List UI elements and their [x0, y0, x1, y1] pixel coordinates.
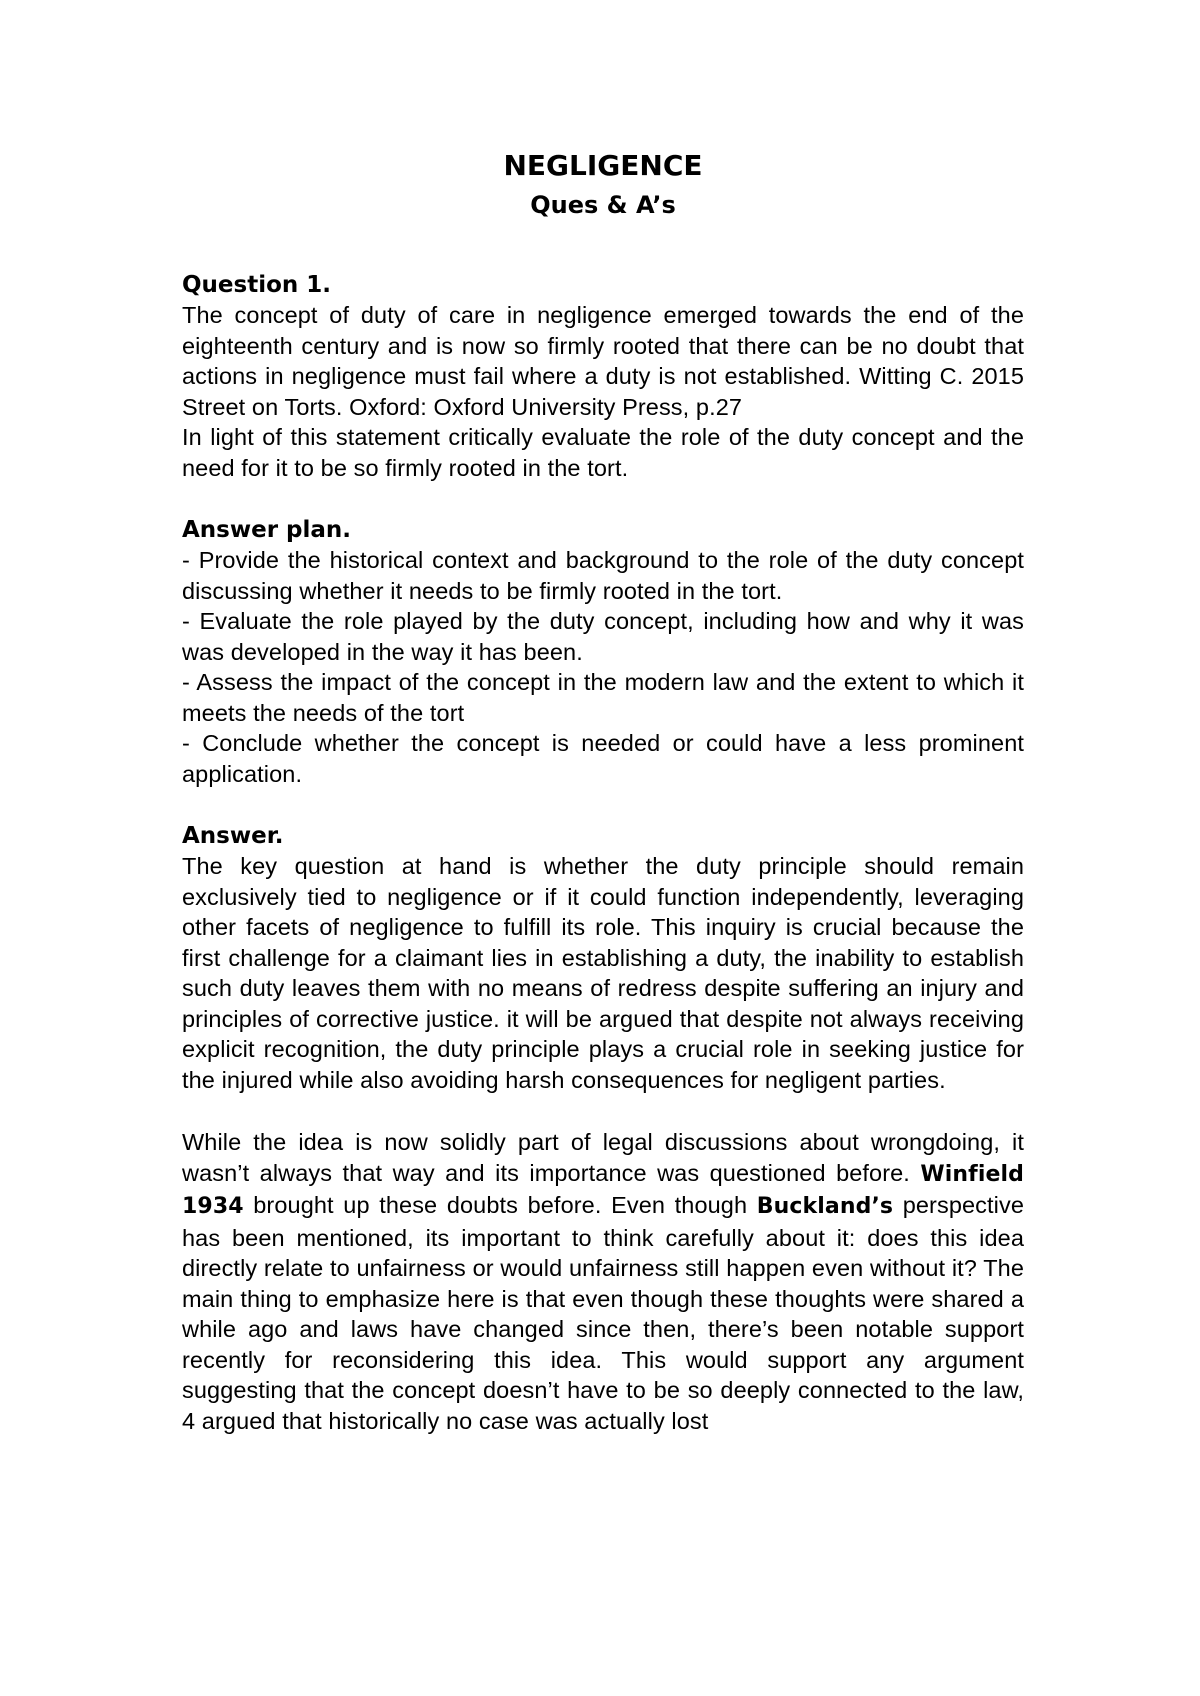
spacer	[182, 789, 1024, 821]
document-subtitle: Ques & A’s	[530, 191, 676, 219]
answer-heading: Answer.	[182, 823, 284, 849]
document-page	[182, 148, 1024, 1648]
answer-plan-section	[182, 515, 1024, 789]
answer-plan-heading: Answer plan.	[182, 517, 352, 543]
answer-paragraph-2	[182, 1127, 1024, 1436]
answer-section	[182, 821, 1024, 1436]
plan-item: - Evaluate the role played by the duty concept, including how and why it was was developed in the way it has been.	[182, 608, 1024, 665]
plan-item: - Assess the impact of the concept in the modern law and the extent to which it meets the needs of the tort	[182, 669, 1024, 726]
spacer	[182, 222, 1024, 270]
spacer	[182, 483, 1024, 515]
answer-text: While the idea is now solidly part of legal discussions about wrongdoing, it wasn’t always that way and its importance was questioned before.	[182, 1129, 1024, 1186]
plan-item: - Conclude whether the concept is needed or could have a less prominent application.	[182, 730, 1024, 787]
case-reference-winfield: Winfield 1934	[182, 1161, 1024, 1219]
spacer	[182, 1095, 1024, 1127]
question-instruction: In light of this statement critically evaluate the role of the duty concept and the need for it to be so firmly rooted in the tort.	[182, 424, 1024, 481]
document-title: NEGLIGENCE	[503, 149, 703, 182]
case-reference-buckland: Buckland’s	[756, 1194, 894, 1219]
question-text: The concept of duty of care in negligence emerged towards the end of the eighteenth century and is now so firmly rooted that there can be no doubt that actions in negligence must fail where a duty is not established. Witting C. 2015 Street on Torts. Oxford: Oxford University Press, p.27	[182, 302, 1024, 420]
plan-item: - Provide the historical context and background to the role of the duty concept discussing whether it needs to be firmly rooted in the tort.	[182, 547, 1024, 604]
answer-text: brought up these doubts before. Even though	[243, 1192, 757, 1218]
question-heading: Question 1.	[182, 272, 332, 298]
question-section	[182, 270, 1024, 483]
answer-text: perspective has been mentioned, its important to think carefully about it: does this idea directly relate to unfairness or would unfairness still happen even without it? The main thing to emphasize here is that even though these thoughts were shared a while ago and laws have changed since then, there’s been notable support recently for reconsidering this idea. This would support any argument suggesting that the concept doesn’t have to be so deeply connected to the law, 4 argued that historically no case was actually lost	[182, 1192, 1024, 1434]
answer-paragraph-1: The key question at hand is whether the duty principle should remain exclusively tied to negligence or if it could function independently, leveraging other facets of negligence to fulfill its role. This inquiry is crucial because the first challenge for a claimant lies in establishing a duty, the inability to establish such duty leaves them with no means of redress despite suffering an injury and principles of corrective justice. it will be argued that despite not always receiving explicit recognition, the duty principle plays a crucial role in seeking justice for the injured while also avoiding harsh consequences for negligent parties.	[182, 853, 1024, 1093]
